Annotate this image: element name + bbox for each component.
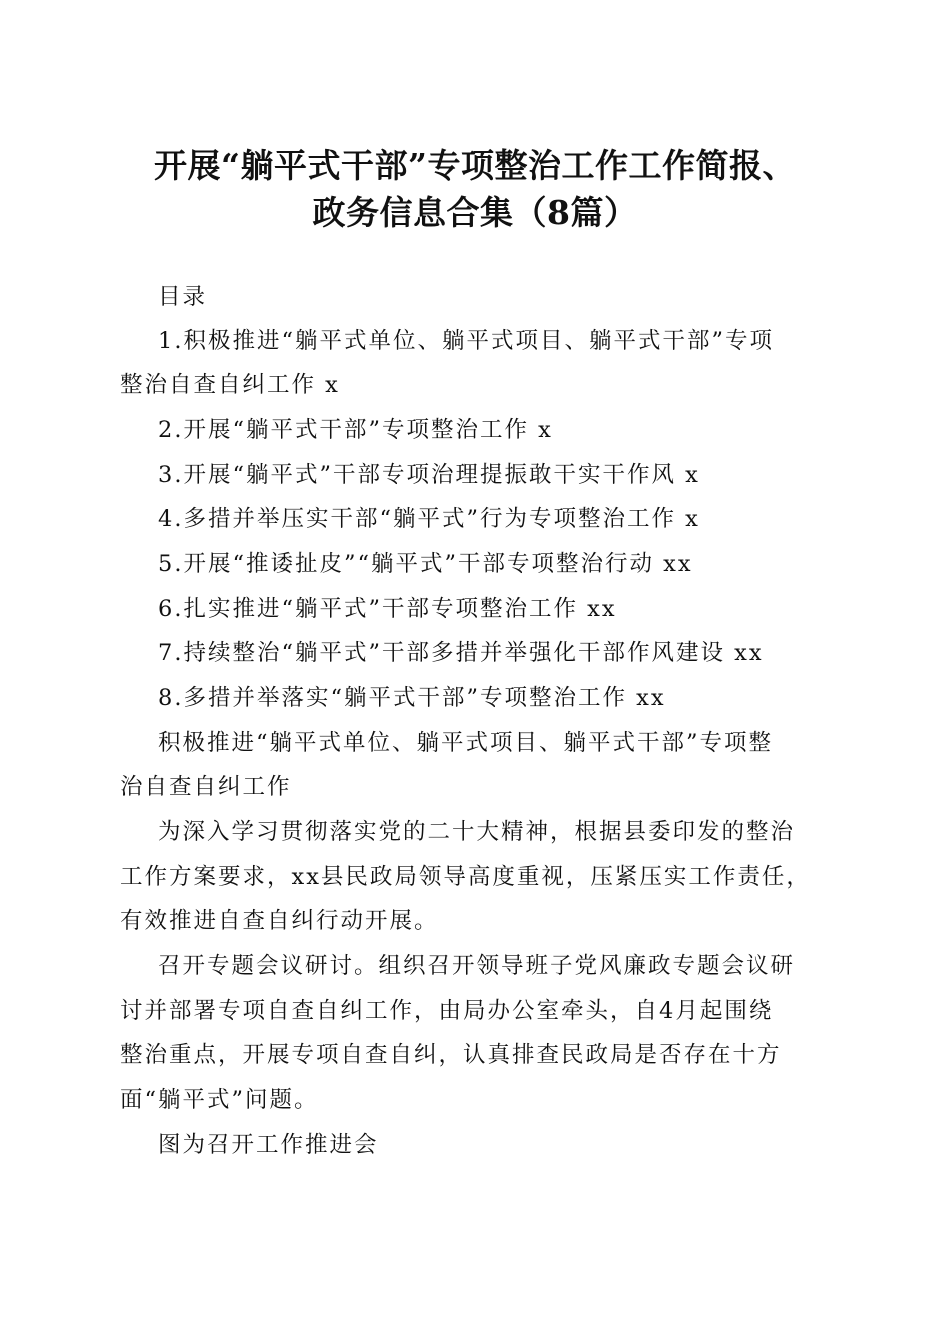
- paragraph-1-line-1: 为深入学习贯彻落实党的二十大精神，根据县委印发的整治: [158, 819, 796, 845]
- toc-item-4: 4.多措并举压实干部“躺平式”行为专项整治工作 x: [158, 506, 700, 532]
- toc-item-3: 3.开展“躺平式”干部专项治理提振敢干实干作风 x: [158, 462, 700, 488]
- toc-item-2: 2.开展“躺平式干部”专项整治工作 x: [158, 417, 553, 443]
- paragraph-2-line-4: 面“躺平式”问题。: [120, 1087, 319, 1113]
- paragraph-1-line-3: 有效推进自查自纠行动开展。: [120, 908, 439, 934]
- paragraph-2-line-2: 讨并部署专项自查自纠工作，由局办公室牵头，自4月起围绕: [120, 998, 774, 1024]
- paragraph-2-line-1: 召开专题会议研讨。组织召开领导班子党风廉政专题会议研: [158, 953, 796, 979]
- toc-heading: 目录: [158, 284, 208, 310]
- toc-item-1-line-2: 整治自查自纠工作 x: [120, 372, 340, 398]
- toc-item-6: 6.扎实推进“躺平式”干部专项整治工作 xx: [158, 596, 617, 622]
- article-heading-line-2: 治自查自纠工作: [120, 774, 292, 800]
- figure-caption: 图为召开工作推进会: [158, 1132, 379, 1158]
- document-title-line-1: 开展“躺平式干部”专项整治工作工作简报、: [154, 146, 796, 185]
- toc-item-1-line-1: 1.积极推进“躺平式单位、躺平式项目、躺平式干部”专项: [158, 328, 774, 354]
- toc-item-8: 8.多措并举落实“躺平式干部”专项整治工作 xx: [158, 685, 666, 711]
- toc-item-7: 7.持续整治“躺平式”干部多措并举强化干部作风建设 xx: [158, 640, 764, 666]
- paragraph-2-line-3: 整治重点，开展专项自查自纠，认真排查民政局是否存在十方: [120, 1042, 782, 1068]
- article-heading-line-1: 积极推进“躺平式单位、躺平式项目、躺平式干部”专项整: [158, 730, 774, 756]
- paragraph-1-line-2: 工作方案要求，xx县民政局领导高度重视，压紧压实工作责任，: [120, 864, 811, 890]
- toc-item-5: 5.开展“推诿扯皮”“躺平式”干部专项整治行动 xx: [158, 551, 693, 577]
- document-title-line-2: 政务信息合集（8篇）: [312, 193, 638, 232]
